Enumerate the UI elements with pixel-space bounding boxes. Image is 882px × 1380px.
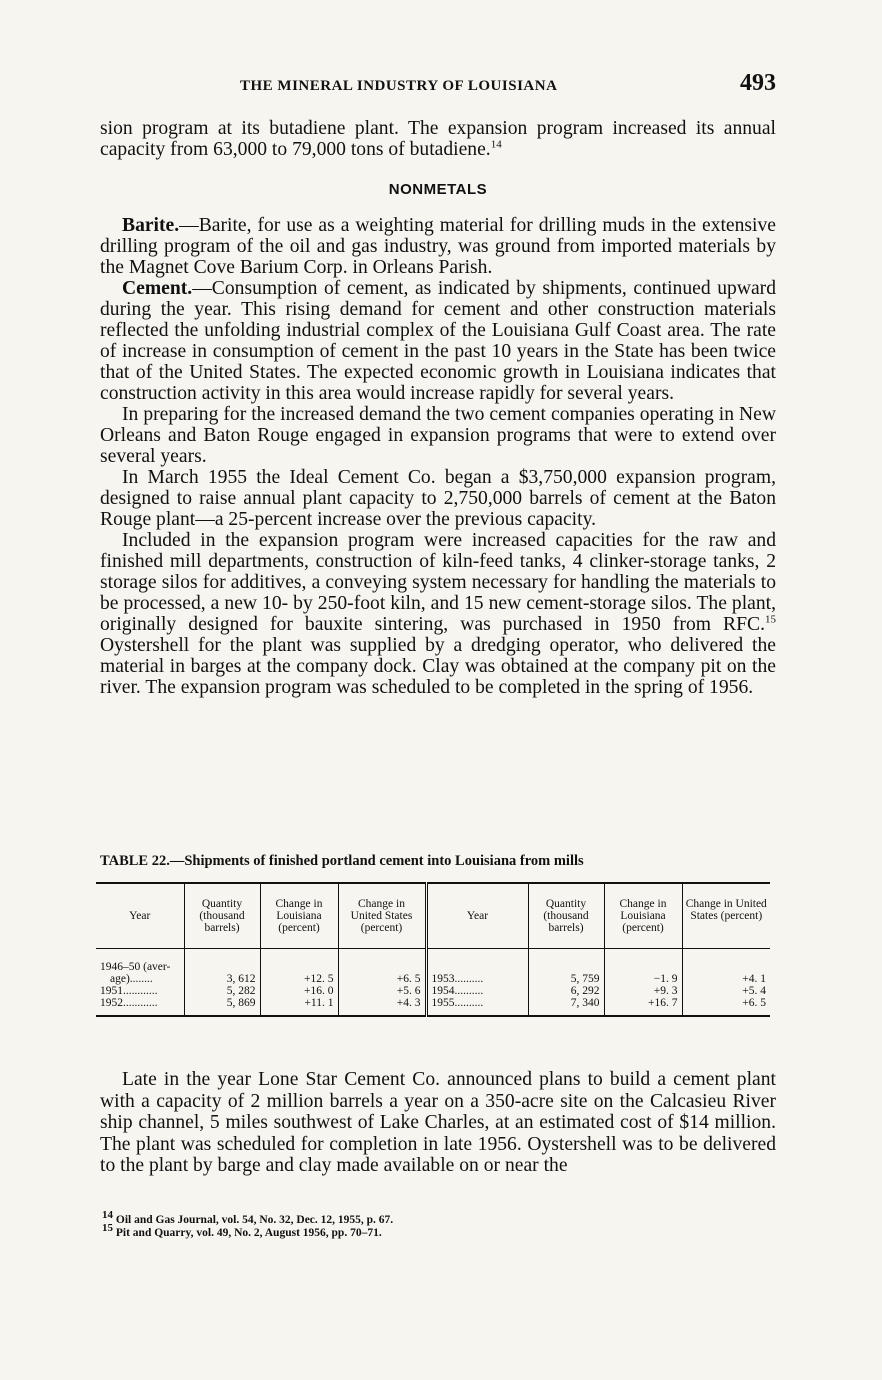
page-number: 493 bbox=[740, 70, 776, 96]
body-text-top bbox=[100, 118, 776, 160]
cell-change-la: +12. 5 bbox=[260, 949, 338, 986]
cement-paragraph-3: In March 1955 the Ideal Cement Co. began a $3,750,000 expansion program, designed to raise annual plant capacity to 2,750,000 barrels of cement at the Baton Rouge plant—a 25-percent increase over the previous capacity. bbox=[100, 467, 776, 530]
footnotes bbox=[102, 1209, 762, 1240]
cell-change-la-right: +16. 7 bbox=[604, 997, 682, 1016]
cell-year-right: 1955.......... bbox=[426, 997, 528, 1016]
shipments-table bbox=[96, 882, 770, 1017]
table-header-row bbox=[96, 883, 770, 949]
cement-runin-head: Cement. bbox=[122, 278, 193, 299]
header-year: Year bbox=[129, 910, 151, 922]
body-text-main bbox=[100, 215, 776, 698]
cell-change-la-right: −1. 9 bbox=[604, 949, 682, 986]
intro-text: sion program at its butadiene plant. The expansion program increased its annual capacity from 63,000 to 79,000 tons of butadiene. bbox=[100, 118, 776, 160]
cell-change-la: +11. 1 bbox=[260, 997, 338, 1016]
footnote-text: Oil and Gas Journal, vol. 54, No. 32, Dec. 12, 1955, p. 67. bbox=[115, 1214, 394, 1226]
footnote-mark: 15 bbox=[102, 1222, 113, 1235]
cement-text-4: Included in the expansion program were increased capacities for the raw and finished mill departments, construction of kiln-feed tanks, 4 clinker-storage tanks, 2 storage silos for additives, a conveying system necessary for handling the materials to be processed, a new 10- by 250-foot kiln, and 15 new cement-storage silos. The plant, originally designed for bauxite sintering, was purchased in 1950 from RFC. bbox=[100, 530, 776, 635]
running-head-title: THE MINERAL INDUSTRY OF LOUISIANA bbox=[240, 78, 558, 94]
table-caption: TABLE 22.—Shipments of finished portland cement into Louisiana from mills bbox=[100, 853, 584, 869]
table-container bbox=[96, 882, 770, 1017]
year-label-line1: 1946–50 (aver- bbox=[100, 961, 171, 973]
lone-star-paragraph: Late in the year Lone Star Cement Co. announced plans to build a cement plant with a capacity of 2 million barrels a year on a 350-acre site on the Calcasieu River ship channel, 5 miles southwest of Lake Charles, at an estimated cost of $14 million. The plant was scheduled for completion in late 1956. Oystershell was to be delivered to the plant by barge and clay made available on or near the bbox=[100, 1069, 776, 1176]
cell-year-right: 1953.......... bbox=[426, 949, 528, 986]
header-change-la-right: Change in Louisiana (percent) bbox=[604, 883, 682, 949]
header-quantity: Quantity (thousand barrels) bbox=[184, 883, 260, 949]
cell-change-us-right: +5. 4 bbox=[682, 985, 770, 997]
cell-change-us: +5. 6 bbox=[338, 985, 426, 997]
section-heading: NONMETALS bbox=[388, 181, 488, 198]
header-change-us-right: Change in United States (percent) bbox=[682, 883, 770, 949]
cement-paragraph-4 bbox=[100, 530, 776, 698]
barite-paragraph bbox=[100, 215, 776, 278]
cell-quantity-right: 5, 759 bbox=[528, 949, 604, 986]
cell-quantity-right: 7, 340 bbox=[528, 997, 604, 1016]
footnote-ref-15: 15 bbox=[765, 613, 776, 626]
cell-year-right: 1954.......... bbox=[426, 985, 528, 997]
intro-paragraph bbox=[100, 118, 776, 160]
cell-change-us: +4. 3 bbox=[338, 997, 426, 1016]
cell-quantity: 5, 869 bbox=[184, 997, 260, 1016]
footnote-15 bbox=[102, 1222, 762, 1240]
cell-change-us-right: +4. 1 bbox=[682, 949, 770, 986]
cell-change-la-right: +9. 3 bbox=[604, 985, 682, 997]
header-change-la: Change in Louisiana (percent) bbox=[260, 883, 338, 949]
body-text-after-table bbox=[100, 1069, 776, 1177]
cell-year: 1951............ bbox=[100, 985, 158, 997]
barite-runin-head: Barite. bbox=[122, 215, 180, 236]
cell-quantity-right: 6, 292 bbox=[528, 985, 604, 997]
cement-text-1: —Consumption of cement, as indicated by shipments, continued upward during the year. This rising demand for cement and other construction materials reflected the unfolding industrial complex of the Louisiana Gulf Coast area. The rate of increase in consumption of cement in the past 10 years in the State has been twice that of the United States. The expected economic growth in Louisiana indicates that construction activity in this area would increase rapidly for several years. bbox=[100, 278, 776, 404]
cell-year bbox=[96, 949, 184, 986]
footnote-ref-14: 14 bbox=[490, 138, 502, 151]
cell-change-la: +16. 0 bbox=[260, 985, 338, 997]
cell-quantity: 5, 282 bbox=[184, 985, 260, 997]
footnote-mark: 14 bbox=[102, 1209, 113, 1222]
running-head bbox=[100, 70, 776, 100]
cement-paragraph-2: In preparing for the increased demand the two cement companies operating in New Orleans and Baton Rouge engaged in expansion programs that were to extend over several years. bbox=[100, 404, 776, 467]
cell-year: 1952............ bbox=[100, 997, 158, 1009]
header-quantity-right: Quantity (thousand barrels) bbox=[528, 883, 604, 949]
table-row bbox=[96, 949, 770, 986]
cement-paragraph-1 bbox=[100, 278, 776, 404]
cell-quantity: 3, 612 bbox=[184, 949, 260, 986]
footnote-14 bbox=[102, 1209, 762, 1227]
table-row bbox=[96, 985, 770, 997]
year-label-line2: age)........ bbox=[110, 973, 153, 985]
header-change-us: Change in United States (percent) bbox=[338, 883, 426, 949]
header-year-right: Year bbox=[426, 883, 528, 949]
footnote-text: Pit and Quarry, vol. 49, No. 2, August 1956, pp. 70–71. bbox=[115, 1227, 382, 1239]
barite-text: —Barite, for use as a weighting material for drilling muds in the extensive drilling program of the oil and gas industry, was ground from imported materials by the Magnet Cove Barium Corp. in Orleans Parish. bbox=[100, 215, 776, 278]
cement-text-4-cont: Oystershell for the plant was supplied by a dredging operator, who delivered the material in barges at the company dock. Clay was obtained at the company pit on the river. The expansion program was scheduled to be completed in the spring of 1956. bbox=[100, 635, 776, 698]
cell-change-us-right: +6. 5 bbox=[682, 997, 770, 1016]
table-row bbox=[96, 997, 770, 1016]
cell-change-us: +6. 5 bbox=[338, 949, 426, 986]
